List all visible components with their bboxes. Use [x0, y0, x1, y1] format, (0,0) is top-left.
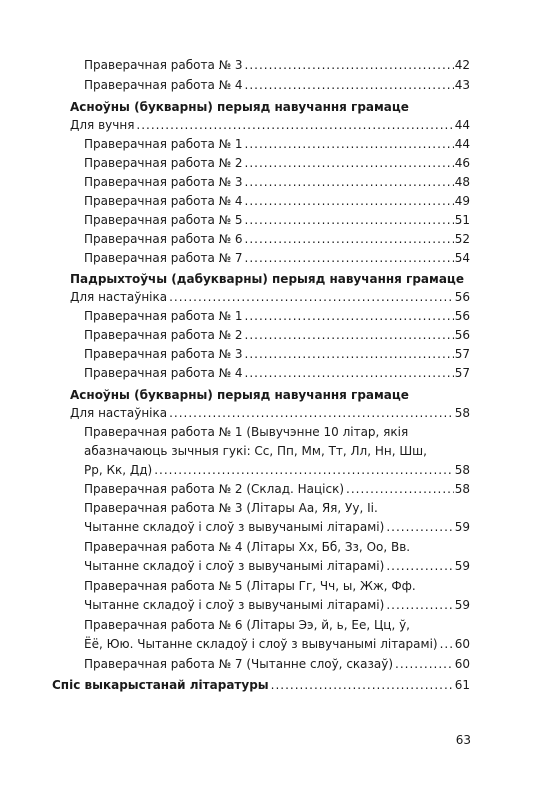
toc-entry	[84, 154, 470, 172]
toc-entry-continued: абазначаюць зычныя гукі: Сс, Пп, Мм, Тт, Лл, Нн, Шш,	[84, 444, 427, 458]
toc-entry-page: 43	[454, 78, 470, 92]
leader-dots	[245, 154, 454, 172]
toc-entry	[84, 211, 470, 229]
toc-entry-title: Праверачная работа № 2 (Склад. Націск)	[84, 482, 345, 496]
toc-entry	[84, 480, 470, 498]
leader-dots	[245, 364, 454, 382]
section-heading: Асноўны (букварны) перыяд навучання грамаце	[70, 100, 409, 114]
leader-dots	[245, 230, 454, 248]
leader-dots	[271, 676, 454, 694]
toc-entry-title: Праверачная работа № 6	[84, 232, 243, 246]
toc-entry-continued: Праверачная работа № 4 (Літары Хх, Бб, Зз, Оо, Вв.	[84, 540, 411, 554]
toc-entry	[84, 635, 470, 653]
leader-dots	[440, 635, 454, 653]
toc-entry-title: Праверачная работа № 7 (Чытанне слоў, сказаў)	[84, 657, 394, 671]
toc-entry	[84, 655, 470, 673]
toc-entry	[84, 230, 470, 248]
leader-dots	[395, 655, 454, 673]
toc-entry-page: 44	[454, 137, 470, 151]
toc-entry	[84, 518, 470, 536]
toc-entry	[84, 326, 470, 344]
toc-entry-title: Праверачная работа № 4	[84, 78, 243, 92]
leader-dots	[245, 76, 454, 94]
toc-entry-page: 57	[454, 366, 470, 380]
toc-entry	[84, 192, 470, 210]
section-heading: Асноўны (букварны) перыяд навучання грамаце	[70, 388, 409, 402]
toc-entry-page: 56	[454, 328, 470, 342]
toc-entry-page: 44	[454, 118, 470, 132]
toc-entry	[84, 76, 470, 94]
leader-dots	[245, 192, 454, 210]
leader-dots	[136, 116, 453, 134]
toc-entry-title: Праверачная работа № 1	[84, 309, 243, 323]
toc-entry-title: Праверачная работа № 2	[84, 156, 243, 170]
toc-entry-continued: Праверачная работа № 3 (Літары Аа, Яя, Уу, Іі.	[84, 501, 378, 515]
toc-entry-page: 57	[454, 347, 470, 361]
leader-dots	[245, 345, 454, 363]
toc-entry	[84, 249, 470, 267]
toc-entry-continued: Праверачная работа № 6 (Літары Ээ, й, ь, Ее, Цц, ў,	[84, 618, 410, 632]
toc-entry	[84, 557, 470, 575]
toc-entry-title: Праверачная работа № 2	[84, 328, 243, 342]
toc-bibliography	[52, 676, 470, 694]
toc-entry-title: Для настаўніка	[70, 290, 168, 304]
toc-entry-title: Праверачная работа № 3	[84, 175, 243, 189]
toc-entry	[84, 364, 470, 382]
toc-entry-page: 56	[454, 309, 470, 323]
toc-entry	[84, 307, 470, 325]
toc-subsection	[70, 288, 470, 306]
toc-entry-page: 51	[454, 213, 470, 227]
toc-entry	[84, 135, 470, 153]
toc-entry-continued: Праверачная работа № 5 (Літары Гг, Чч, ы, Жж, Фф.	[84, 579, 416, 593]
toc-entry-page: 52	[454, 232, 470, 246]
toc-entry-page: 60	[454, 657, 470, 671]
toc-entry-page: 59	[454, 559, 470, 573]
toc-entry-title: Праверачная работа № 4	[84, 366, 243, 380]
section-heading: Падрыхтоўчы (дабукварны) перыяд навучання грамаце	[70, 272, 464, 286]
leader-dots	[245, 211, 454, 229]
leader-dots	[245, 249, 454, 267]
toc-entry	[84, 173, 470, 191]
toc-entry-page: 58	[454, 406, 470, 420]
toc-entry-title: Чытанне складоў і слоў з вывучанымі літарамі)	[84, 520, 385, 534]
toc-entry-continued: Праверачная работа № 1 (Вывучэнне 10 літар, якія	[84, 425, 409, 439]
toc-entry-page: 48	[454, 175, 470, 189]
toc-entry-title: Чытанне складоў і слоў з вывучанымі літарамі)	[84, 598, 385, 612]
leader-dots	[386, 596, 453, 614]
toc-entry-title: Ёё, Юю. Чытанне складоў і слоў з вывучанымі літарамі)	[84, 637, 438, 651]
toc-entry-title: Праверачная работа № 1	[84, 137, 243, 151]
leader-dots	[245, 307, 454, 325]
toc-entry-title: Спіс выкарыстанай літаратуры	[52, 678, 269, 692]
toc-entry-title: Праверачная работа № 5	[84, 213, 243, 227]
toc-entry-title: Праверачная работа № 7	[84, 251, 243, 265]
toc-entry-title: Праверачная работа № 3	[84, 347, 243, 361]
toc-entry-page: 59	[454, 598, 470, 612]
toc-entry-page: 58	[454, 463, 470, 477]
toc-entry-page: 46	[454, 156, 470, 170]
leader-dots	[169, 404, 454, 422]
toc-subsection	[70, 404, 470, 422]
toc-entry-page: 60	[454, 637, 470, 651]
toc-entry	[84, 461, 470, 479]
toc-entry-page: 61	[454, 678, 470, 692]
toc-entry	[84, 56, 470, 74]
leader-dots	[245, 135, 454, 153]
leader-dots	[245, 56, 454, 74]
toc-entry-title: Праверачная работа № 4	[84, 194, 243, 208]
toc-entry-title: Для настаўніка	[70, 406, 168, 420]
toc-entry-title: Для вучня	[70, 118, 135, 132]
leader-dots	[245, 326, 454, 344]
toc-entry-title: Праверачная работа № 3	[84, 58, 243, 72]
toc-entry	[84, 345, 470, 363]
toc-entry-page: 58	[454, 482, 470, 496]
toc-entry-page: 56	[454, 290, 470, 304]
toc-entry-page: 42	[454, 58, 470, 72]
toc-entry-page: 59	[454, 520, 470, 534]
toc-entry-page: 54	[454, 251, 470, 265]
leader-dots	[169, 288, 454, 306]
leader-dots	[346, 480, 454, 498]
leader-dots	[245, 173, 454, 191]
toc-entry-page: 49	[454, 194, 470, 208]
toc-subsection	[70, 116, 470, 134]
toc-entry	[84, 596, 470, 614]
leader-dots	[386, 518, 453, 536]
page-number: 63	[455, 733, 471, 747]
leader-dots	[154, 461, 453, 479]
toc-entry-title: Рр, Кк, Дд)	[84, 463, 153, 477]
leader-dots	[386, 557, 453, 575]
toc-entry-title: Чытанне складоў і слоў з вывучанымі літарамі)	[84, 559, 385, 573]
